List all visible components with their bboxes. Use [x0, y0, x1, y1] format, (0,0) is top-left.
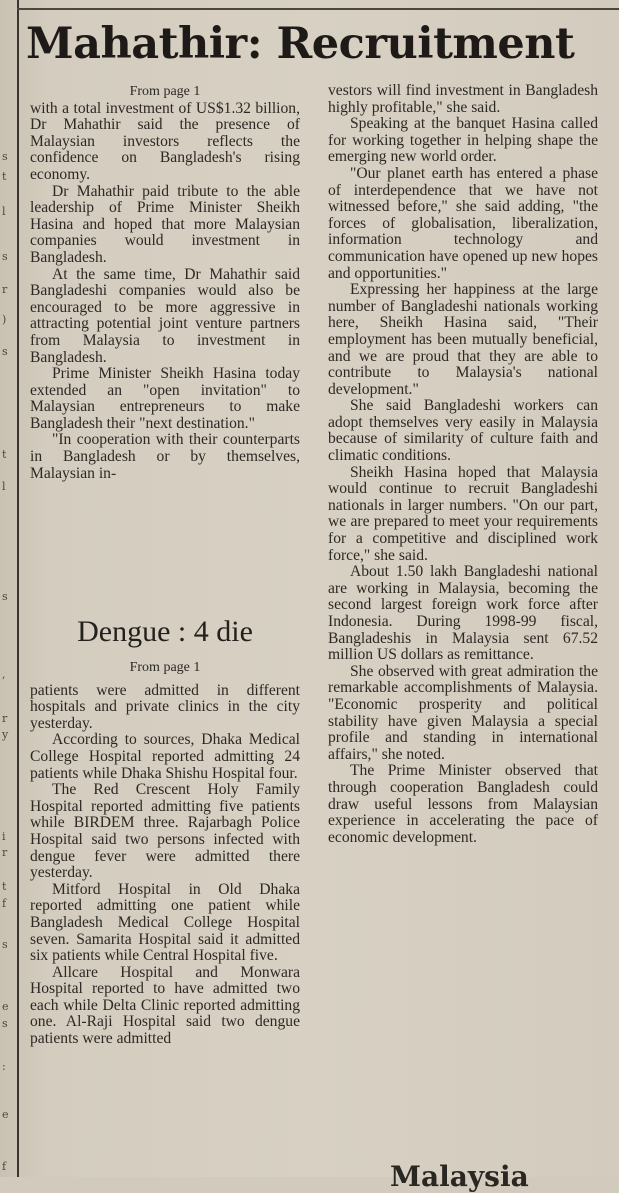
paragraph: "Our planet earth has entered a phase of interdependence that we have not witnessed before," she said adding, "the forces of globalisation, liberalization, information technology and communication have opened up new hopes and opportunities." [328, 164, 598, 282]
fragment: t [2, 880, 7, 893]
fragment: : [2, 1060, 6, 1073]
fragment: s [2, 590, 8, 603]
fragment: e [2, 1108, 9, 1121]
dateline: From page 1 [129, 660, 201, 675]
paragraph: vestors will find investment in Bangladesh highly profitable," she said. [328, 82, 598, 116]
paragraph: "In cooperation with their counterparts in Bangladesh or by themselves, Malaysian in- [30, 431, 300, 482]
fragment: r [2, 846, 8, 859]
fragment: l [2, 205, 6, 218]
paragraph: At the same time, Dr Mahathir said Bangladeshi companies would also be encouraged to be more aggressive in attracting potential joint venture partners from Malaysia to investment in Bangladesh. [30, 265, 300, 366]
paragraph: Sheikh Hasina hoped that Malaysia would continue to recruit Bangladeshi nationals in larger numbers. "On our part, we are prepared to meet your requirements for a competitive and disciplined work force," she said. [328, 463, 598, 564]
fragment: t [2, 448, 7, 461]
paragraph: patients were admitted in different hospitals and private clinics in the city yesterday. [30, 681, 300, 732]
paragraph: The Prime Minister observed that through cooperation Bangladesh could draw useful lessons from Malaysian experience in accelerating the pace of economic development. [328, 762, 598, 846]
fragment: r [2, 712, 8, 725]
fragment: f [2, 1160, 7, 1173]
fragment: , [2, 668, 6, 681]
next-article-headline-fragment: Malaysia [390, 1160, 529, 1193]
top-rule [17, 8, 619, 10]
paragraph: She observed with great admiration the remarkable accomplishments of Malaysia. "Economic prosperity and political stability have given Malaysia a special profile and standing in international affairs," she noted. [328, 662, 598, 763]
paragraph: Dr Mahathir paid tribute to the able leadership of Prime Minister Sheikh Hasina and hoped that more Malaysian companies would investment in Bangladesh. [30, 182, 300, 266]
paragraph: The Red Crescent Holy Family Hospital reported admitting five patients while BIRDEM three. Rajarbagh Police Hospital said two persons infected with dengue fever were admitted there yesterday. [30, 781, 300, 882]
fragment: r [2, 283, 8, 296]
story2-headline: Dengue : 4 die [77, 615, 253, 648]
fragment: e [2, 1000, 9, 1013]
headline: Mahathir: Recruitment [26, 19, 575, 69]
dateline: From page 1 [129, 84, 201, 99]
adjacent-column-fragments [0, 0, 16, 1177]
fragment: s [2, 150, 8, 163]
fragment: s [2, 1017, 8, 1030]
paragraph: According to sources, Dhaka Medical College Hospital reported admitting 24 patients while Dhaka Shishu Hospital four. [30, 731, 300, 782]
fragment: s [2, 345, 8, 358]
paragraph: with a total investment of US$1.32 billion, Dr Mahathir said the presence of Malaysian investors reflects the confidence on Bangladesh's rising economy. [30, 99, 300, 183]
story1-column-1 [30, 84, 300, 482]
fragment: l [2, 480, 6, 493]
story2-column [30, 660, 300, 1048]
column-rule [17, 0, 19, 1177]
paragraph: Speaking at the banquet Hasina called for working together in helping shape the emerging new world order. [328, 115, 598, 166]
fragment: f [2, 897, 7, 910]
paragraph: She said Bangladeshi workers can adopt themselves very easily in Malaysia because of similarity of culture faith and climatic conditions. [328, 397, 598, 465]
fragment: i [2, 830, 6, 843]
fragment: s [2, 250, 8, 263]
story1-column-2 [328, 83, 598, 846]
fragment: t [2, 170, 7, 183]
paragraph: Prime Minister Sheikh Hasina today extended an "open invitation" to Malaysian entrepreneurs to make Bangladesh their "next destination." [30, 365, 300, 432]
fragment: s [2, 938, 8, 951]
paragraph: Allcare Hospital and Monwara Hospital reported to have admitted two each while Delta Clinic reported admitting one. Al-Raji Hospital said two dengue patients were admitted [30, 963, 300, 1048]
fragment: y [2, 728, 9, 741]
paragraph: Mitford Hospital in Old Dhaka reported admitting one patient while Bangladesh Medical College Hospital seven. Samarita Hospital said it admitted six patients while Central Hospital five. [30, 880, 300, 965]
paragraph: About 1.50 lakh Bangladeshi national are working in Malaysia, becoming the second largest foreign work force after Indonesia. During 1998-99 fiscal, Bangladeshis in Malaysia sent 67.52 million US dollars as remittance. [328, 563, 598, 664]
paragraph: Expressing her happiness at the large number of Bangladeshi nationals working here, Sheikh Hasina said, "Their employment has been mutually beneficial, and we are proud that they are able to contribute to Malaysia's national development." [328, 281, 598, 398]
fragment: ) [2, 313, 7, 326]
